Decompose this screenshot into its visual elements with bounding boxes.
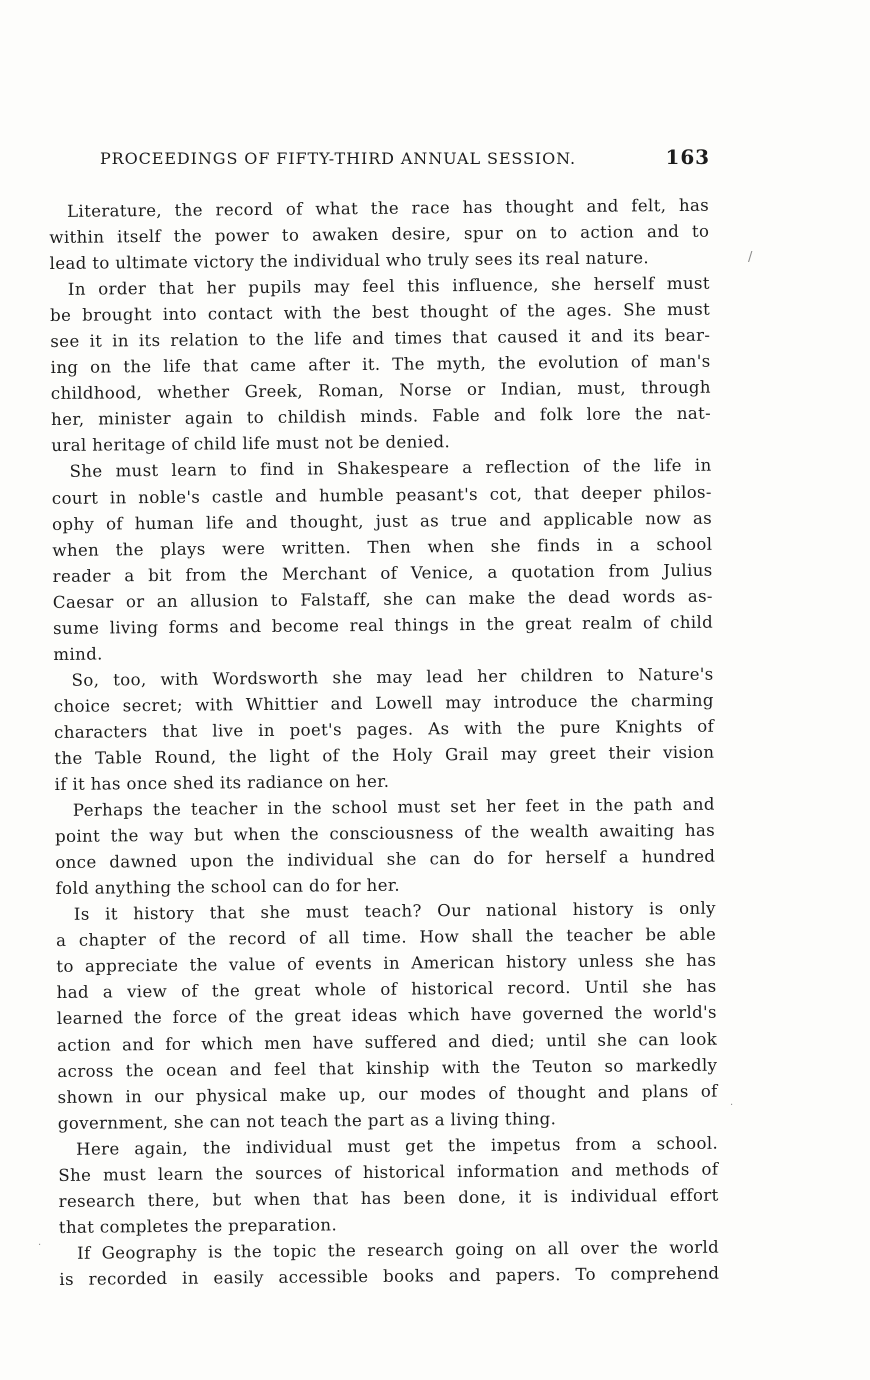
running-head: PROCEEDINGS OF FIFTY-THIRD ANNUAL SESSION. <box>100 149 576 168</box>
text-line: when the plays were written. Then when she finds in a school <box>52 534 713 560</box>
text-line: childhood, whether Greek, Roman, Norse or Indian, must, through <box>50 377 711 404</box>
text-line: research there, but when that has been done, it is individual effort <box>58 1185 719 1211</box>
text-line: lead to ultimate victory the individual who truly sees its real nature. <box>49 248 650 274</box>
text-line: a chapter of the record of all time. How shall the teacher be able <box>56 924 717 951</box>
text-line: action and for which men have suffered and died; until she can look <box>57 1029 718 1055</box>
text-line: court in noble's castle and humble peasant's cot, that deeper philos- <box>51 482 712 508</box>
text-line: if it has once shed its radiance on her. <box>54 771 390 795</box>
text-line: mind. <box>53 644 103 664</box>
text-line: across the ocean and feel that kinship with the Teuton so markedly <box>57 1055 718 1081</box>
text-line: see it in its relation to the life and times that caused it and its bear- <box>50 325 711 352</box>
page-number: 163 <box>665 145 710 169</box>
text-line: choice secret; with Whittier and Lowell may introduce the charming <box>53 690 714 716</box>
text-line: fold anything the school can do for her. <box>55 875 401 899</box>
text-line: once dawned upon the individual she can do for herself a hundred <box>55 846 716 873</box>
text-line: learned the force of the great ideas which have governed the world's <box>56 1003 717 1029</box>
text-line: So, too, with Wordsworth she may lead her children to Nature's <box>71 664 714 690</box>
text-line: She must learn to find in Shakespeare a reflection of the life in <box>69 456 712 482</box>
text-line: Here again, the individual must get the impetus from a school. <box>76 1133 719 1159</box>
scan-speck: · <box>38 1240 42 1251</box>
text-line: the Table Round, the light of the Holy Grail may greet their vision <box>54 742 715 768</box>
page-header <box>100 145 710 175</box>
text-line: Perhaps the teacher in the school must set her feet in the path and <box>72 794 715 820</box>
body-text <box>49 193 719 1293</box>
text-line: reader a bit from the Merchant of Venice, a quotation from Julius <box>52 560 713 586</box>
text-line: that completes the preparation. <box>58 1215 338 1237</box>
text-line: is recorded in easily accessible books and papers. To comprehend <box>59 1263 720 1289</box>
text-line: had a view of the great whole of historical record. Until she has <box>56 977 717 1003</box>
text-line: within itself the power to awaken desire, spur on to action and to <box>49 221 710 248</box>
text-line: Caesar or an allusion to Falstaff, she can make the dead words as- <box>52 586 713 612</box>
text-line: characters that live in poet's pages. As with the pure Knights of <box>54 716 715 742</box>
scan-speck: · <box>730 1100 734 1111</box>
text-line: If Geography is the topic the research going on all over the world <box>77 1237 720 1263</box>
text-line: point the way but when the consciousness of the wealth awaiting has <box>55 820 716 847</box>
text-line: shown in our physical make up, our modes of thought and plans of <box>57 1081 718 1107</box>
text-line: Is it history that she must teach? Our national history is only <box>73 898 716 925</box>
text-line: her, minister again to childish minds. Fable and folk lore the nat- <box>51 404 712 430</box>
text-line: ophy of human life and thought, just as true and applicable now as <box>52 508 713 534</box>
scan-mark: / <box>748 250 753 265</box>
text-line: Literature, the record of what the race has thought and felt, has <box>67 195 710 221</box>
text-line: ural heritage of child life must not be denied. <box>51 432 451 456</box>
text-line: sume living forms and become real things in the great realm of child <box>53 612 714 638</box>
text-line: In order that her pupils may feel this influence, she herself must <box>67 273 710 299</box>
text-line: be brought into contact with the best thought of the ages. She must <box>50 299 711 326</box>
text-line: to appreciate the value of events in American history unless she has <box>56 950 717 977</box>
text-line: government, she can not teach the part as a living thing. <box>57 1108 557 1133</box>
text-line: She must learn the sources of historical information and methods of <box>58 1159 719 1185</box>
text-line: ing on the life that came after it. The myth, the evolution of man's <box>50 351 711 378</box>
